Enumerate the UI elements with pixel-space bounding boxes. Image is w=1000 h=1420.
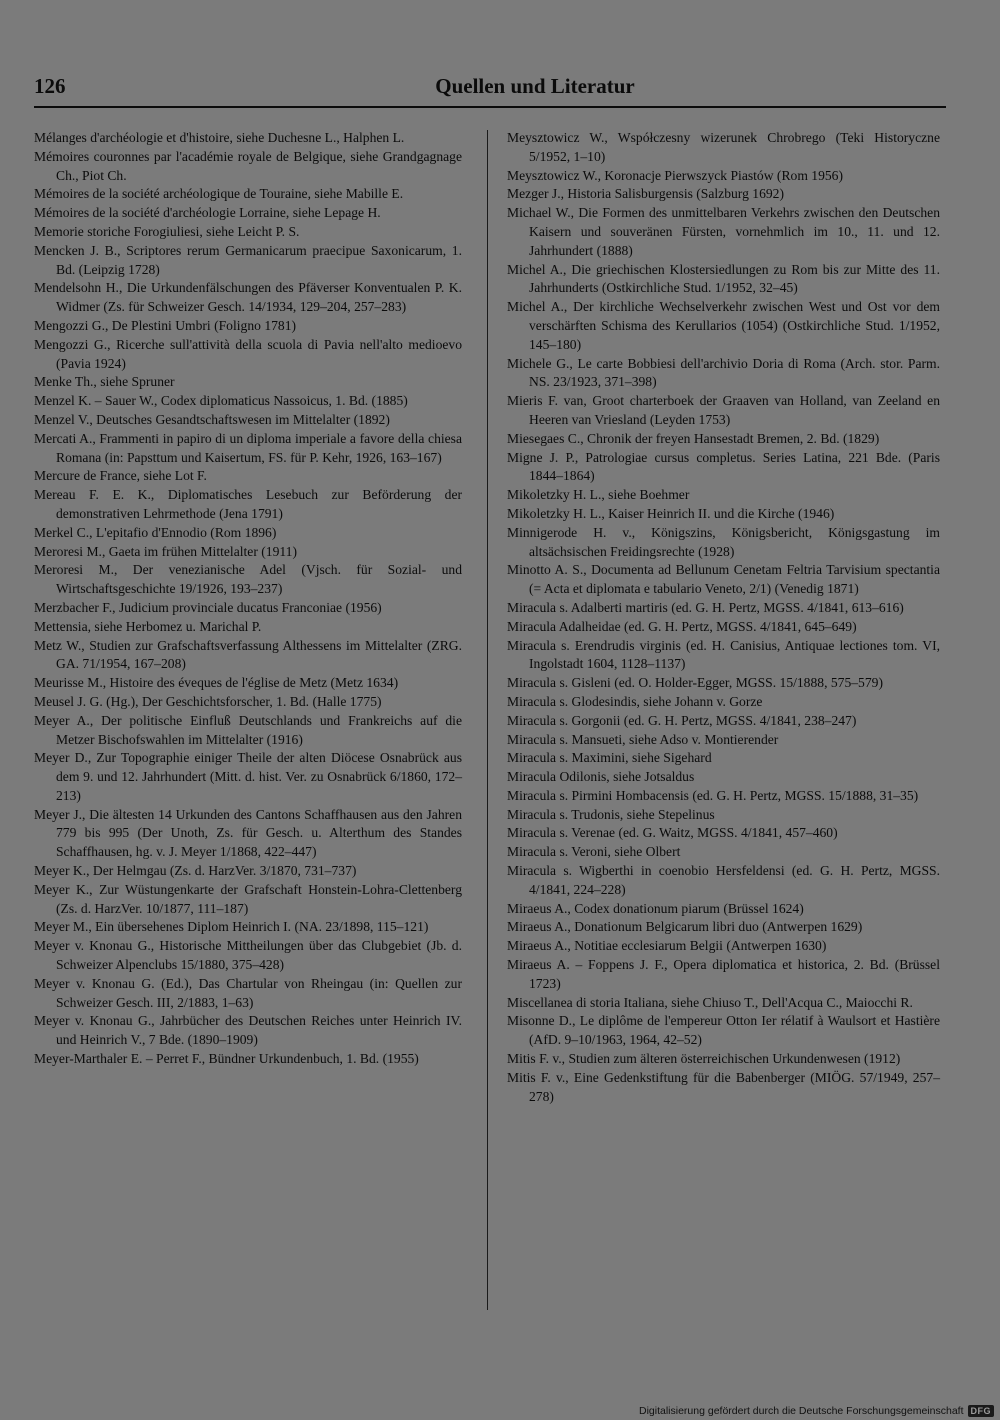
bibliography-entry: Meyer J., Die ältesten 14 Urkunden des Cantons Schaffhausen aus den Jahren 779 bis 995 (Der Unoth, Zs. für Gesch. u. Alterthum des Standes Schaffhausen, hg. v. J. Meyer 1/1868, 422–447) <box>34 806 462 860</box>
bibliography-entry: Meysztowicz W., Koronacje Pierwszyck Piastów (Rom 1956) <box>507 167 844 183</box>
page-number: 126 <box>34 74 66 98</box>
bibliography-entry: Miracula Odilonis, siehe Jotsaldus <box>507 769 695 785</box>
bibliography-entry: Mitis F. v., Studien zum älteren österreichischen Urkundenwesen (1912) <box>507 1051 901 1067</box>
bibliography-entry: Mengozzi G., Ricerche sull'attività della scuola di Pavia nell'alto medioevo (Pavia 1924) <box>34 336 462 371</box>
bibliography-entry: Michael W., Die Formen des unmittelbaren Verkehrs zwischen den Deutschen Kaisern und souveränen Fürsten, vornehmlich im 10., 11. und 12. Jahrhundert (1888) <box>507 205 940 258</box>
bibliography-entry: Miracula s. Wigberthi in coenobio Hersfeldensi (ed. G. H. Pertz, MGSS. 4/1841, 224–228) <box>507 863 940 897</box>
bibliography-entry: Mélanges d'archéologie et d'histoire, siehe Duchesne L., Halphen L. <box>34 130 405 145</box>
bibliography-entry: Migne J. P., Patrologiae cursus completus. Series Latina, 221 Bde. (Paris 1844–1864) <box>507 449 940 484</box>
bibliography-entry: Meyer v. Knonau G., Historische Mittheilungen über das Clubgebiet (Jb. d. Schweizer Alpenclubs 15/1880, 375–428) <box>34 938 462 973</box>
bibliography-entry: Menzel K. – Sauer W., Codex diplomaticus Nassoicus, 1. Bd. (1885) <box>34 393 408 409</box>
bibliography-entry: Meurisse M., Histoire des éveques de l'église de Metz (Metz 1634) <box>34 675 399 691</box>
bibliography-entry: Merkel C., L'epitafio d'Ennodio (Rom 1896) <box>34 524 277 540</box>
bibliography-entry: Miraeus A., Notitiae ecclesiarum Belgii (Antwerpen 1630) <box>507 938 827 954</box>
bibliography-entry: Meyer K., Zur Wüstungenkarte der Grafschaft Honstein-Lohra-Clettenberg (Zs. d. HarzVer. 10/1877, 111–187) <box>34 881 462 916</box>
bibliography-entry: Mikoletzky H. L., siehe Boehmer <box>507 487 690 503</box>
bibliography-entry: Mezger J., Historia Salisburgensis (Salzburg 1692) <box>507 186 784 202</box>
footer <box>639 1403 994 1418</box>
header-rule <box>34 106 946 108</box>
bibliography-entry: Minotto A. S., Documenta ad Bellunum Cenetam Feltria Tarvisium spectantia (= Acta et diplomata e tabulario Veneto, 2/1) (Venedig 1871) <box>507 562 940 597</box>
right-column <box>507 129 940 1106</box>
bibliography-entry: Miracula s. Mansueti, siehe Adso v. Montierender <box>507 731 779 747</box>
bibliography-entry: Miracula s. Erendrudis virginis (ed. H. Canisius, Antiquae lectiones tom. VI, Ingolstadt 1604, 1128–1137) <box>507 637 940 672</box>
bibliography-entry: Mémoires de la société d'archéologie Lorraine, siehe Lepage H. <box>34 205 381 221</box>
column-divider <box>487 130 488 1310</box>
bibliography-entry: Merzbacher F., Judicium provinciale ducatus Franconiae (1956) <box>34 599 382 615</box>
bibliography-entry: Meroresi M., Gaeta im frühen Mittelalter (1911) <box>34 543 297 559</box>
bibliography-entry: Meroresi M., Der venezianische Adel (Vjsch. für Sozial- und Wirtschaftsgeschichte 19/1926, 193–237) <box>34 562 462 597</box>
bibliography-entry: Miraeus A., Donationum Belgicarum libri duo (Antwerpen 1629) <box>507 919 863 935</box>
bibliography-entry: Mencken J. B., Scriptores rerum Germanicarum praecipue Saxonicarum, 1. Bd. (Leipzig 1728) <box>34 242 462 277</box>
bibliography-entry: Miracula s. Verenae (ed. G. Waitz, MGSS. 4/1841, 457–460) <box>507 825 838 841</box>
bibliography-entry: Mettensia, siehe Herbomez u. Marichal P. <box>34 618 262 634</box>
bibliography-entry: Michel A., Die griechischen Klostersiedlungen zu Rom bis zur Mitte des 11. Jahrhunderts (Ostkirchliche Stud. 1/1952, 32–45) <box>507 261 940 296</box>
left-column <box>34 129 462 1069</box>
bibliography-entry: Mémoires de la société archéologique de Touraine, siehe Mabille E. <box>34 186 404 202</box>
bibliography-entry: Mercati A., Frammenti in papiro di un diploma imperiale a favore della chiesa Romana (in: Papsttum und Kaisertum, FS. für P. Kehr, 1926, 163–167) <box>34 430 462 465</box>
bibliography-entry: Miracula Adalheidae (ed. G. H. Pertz, MGSS. 4/1841, 645–649) <box>507 618 857 634</box>
bibliography-entry: Meyer D., Zur Topographie einiger Theile der alten Diöcese Osnabrück aus dem 9. und 12. Jahrhundert (Mitt. d. hist. Ver. zu Osnabrück 6/1860, 172–213) <box>34 750 462 803</box>
bibliography-entry: Mengozzi G., De Plestini Umbri (Foligno 1781) <box>34 317 297 333</box>
bibliography-entry: Miscellanea di storia Italiana, siehe Chiuso T., Dell'Acqua C., Maiocchi R. <box>507 994 913 1010</box>
bibliography-entry: Meyer A., Der politische Einfluß Deutschlands und Frankreichs auf die Metzer Bischofswahlen im Mittelalter (1916) <box>34 712 462 747</box>
bibliography-entry: Meusel J. G. (Hg.), Der Geschichtsforscher, 1. Bd. (Halle 1775) <box>34 693 382 709</box>
bibliography-entry: Mercure de France, siehe Lot F. <box>34 468 207 484</box>
bibliography-entry: Miracula s. Gorgonii (ed. G. H. Pertz, MGSS. 4/1841, 238–247) <box>507 712 857 728</box>
bibliography-entry: Miracula s. Maximini, siehe Sigehard <box>507 750 712 766</box>
bibliography-entry: Meyer-Marthaler E. – Perret F., Bündner Urkundenbuch, 1. Bd. (1955) <box>34 1051 419 1067</box>
bibliography-entry: Meyer v. Knonau G. (Ed.), Das Chartular von Rheingau (in: Quellen zur Schweizer Gesch. III, 2/1883, 1–63) <box>34 975 462 1010</box>
bibliography-entry: Miracula s. Trudonis, siehe Stepelinus <box>507 806 715 822</box>
page-title: Quellen und Literatur <box>435 74 635 98</box>
bibliography-entry: Mémoires couronnes par l'académie royale de Belgique, siehe Grandgagnage Ch., Piot Ch. <box>34 148 462 183</box>
bibliography-entry: Mitis F. v., Eine Gedenkstiftung für die Babenberger (MIÖG. 57/1949, 257–278) <box>507 1069 940 1104</box>
bibliography-entry: Misonne D., Le diplôme de l'empereur Otton Ier rélatif à Waulsort et Hastière (AfD. 9–10/1963, 1964, 42–52) <box>507 1013 940 1048</box>
bibliography-entry: Miesegaes C., Chronik der freyen Hansestadt Bremen, 2. Bd. (1829) <box>507 430 880 446</box>
bibliography-entry: Miracula s. Pirmini Hombacensis (ed. G. H. Pertz, MGSS. 15/1888, 31–35) <box>507 787 919 803</box>
page-header <box>34 74 946 106</box>
bibliography-entry: Miraeus A., Codex donationum piarum (Brüssel 1624) <box>507 900 804 916</box>
bibliography-entry: Minnigerode H. v., Königszins, Königsbericht, Königsgastung im altsächsischen Freidingsrechte (1928) <box>507 524 940 559</box>
bibliography-entry: Memorie storiche Forogiuliesi, siehe Leicht P. S. <box>34 223 300 239</box>
bibliography-entry: Miracula s. Glodesindis, siehe Johann v. Gorze <box>507 693 763 709</box>
bibliography-entry: Mereau F. E. K., Diplomatisches Lesebuch zur Beförderung der demonstrativen Lehrmethode (Jena 1791) <box>34 487 462 521</box>
bibliography-entry: Metz W., Studien zur Grafschaftsverfassung Althessens im Mittelalter (ZRG. GA. 71/1954, 167–208) <box>34 637 462 672</box>
bibliography-entry: Menke Th., siehe Spruner <box>34 374 175 390</box>
bibliography-entry: Meyer M., Ein übersehenes Diplom Heinrich I. (NA. 23/1898, 115–121) <box>34 919 429 935</box>
bibliography-entry: Michele G., Le carte Bobbiesi dell'archivio Doria di Roma (Arch. stor. Parm. NS. 23/1923, 371–398) <box>507 355 940 390</box>
bibliography-entry: Meysztowicz W., Współczesny wizerunek Chrobrego (Teki Historyczne 5/1952, 1–10) <box>507 130 940 164</box>
bibliography-entry: Miracula s. Adalberti martiris (ed. G. H. Pertz, MGSS. 4/1841, 613–616) <box>507 599 904 615</box>
footer-text: Digitalisierung gefördert durch die Deutsche Forschungsgemeinschaft <box>638 1404 964 1417</box>
bibliography-entry: Menzel V., Deutsches Gesandtschaftswesen im Mittelalter (1892) <box>34 411 390 427</box>
bibliography-entry: Meyer v. Knonau G., Jahrbücher des Deutschen Reiches unter Heinrich IV. und Heinrich V., 7 Bde. (1890–1909) <box>34 1013 462 1048</box>
bibliography-entry: Mieris F. van, Groot charterboek der Graaven van Holland, van Zeeland en Heeren van Vriesland (Leyden 1753) <box>507 393 940 427</box>
bibliography-entry: Miracula s. Veroni, siehe Olbert <box>507 844 681 860</box>
dfg-logo: DFG <box>968 1405 995 1417</box>
bibliography-entry: Miraeus A. – Foppens J. F., Opera diplomatica et historica, 2. Bd. (Brüssel 1723) <box>507 957 940 991</box>
bibliography-entry: Mendelsohn H., Die Urkundenfälschungen des Pfäverser Konventualen P. K. Widmer (Zs. für Schweizer Gesch. 14/1934, 129–204, 257–283) <box>34 280 462 315</box>
bibliography-entry: Mikoletzky H. L., Kaiser Heinrich II. und die Kirche (1946) <box>507 505 835 521</box>
bibliography-entry: Michel A., Der kirchliche Wechselverkehr zwischen West und Ost vor dem verschärften Schisma des Kerullarios (1054) (Ostkirchliche Stud. 1/1952, 145–180) <box>507 299 940 352</box>
bibliography-entry: Meyer K., Der Helmgau (Zs. d. HarzVer. 3/1870, 731–737) <box>34 863 357 879</box>
bibliography-entry: Miracula s. Gisleni (ed. O. Holder-Egger, MGSS. 15/1888, 575–579) <box>507 675 883 691</box>
